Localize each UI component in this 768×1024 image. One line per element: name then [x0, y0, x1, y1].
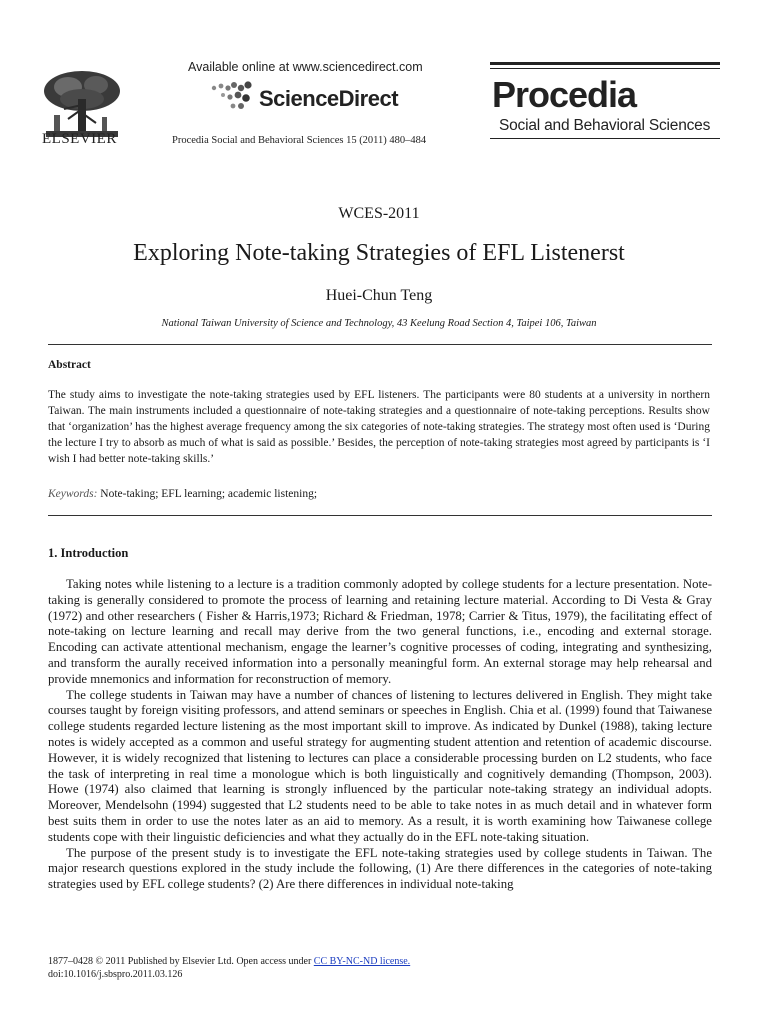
conference-name: WCES-2011 [338, 205, 420, 222]
footer [48, 955, 410, 981]
journal-citation: Procedia Social and Behavioral Sciences 15 (2011) 480–484 [172, 135, 427, 146]
license-link[interactable]: CC BY-NC-ND license. [313, 956, 411, 967]
keywords-values: Note-taking; EFL learning; academic listening; [100, 488, 318, 500]
procedia-rule-bottom [490, 138, 720, 139]
abstract-bottom-rule [48, 515, 712, 516]
paper-title: Exploring Note-taking Strategies of EFL Listenerst [133, 240, 625, 266]
procedia-rule-thin [490, 68, 720, 69]
abstract-heading: Abstract [48, 359, 91, 371]
section-heading: 1. Introduction [48, 546, 129, 560]
keywords-line [48, 488, 317, 500]
author-name: Huei-Chun Teng [325, 287, 433, 304]
abstract-text: The study aims to investigate the note-taking strategies used by EFL listeners. The participants were 80 students at a university in northern Taiwan. The main instruments included a questionnaire of note-taking strategies and a questionnaire of note-taking perceptions. Results show that ‘organization’ has the highest average frequency among the six categories of note-taking strategies. The strategy most often used is ‘During the lecture I try to absorb as much of what is said as possible.’ Besides, the perception of note-taking strategies most agreed by participants is ‘I wish I had better note-taking skills.’ [48, 389, 711, 465]
body-text [48, 577, 712, 893]
author-affiliation: National Taiwan University of Science and Technology, 43 Keelung Road Section 4, Taipei 106, Taiwan [161, 318, 597, 329]
procedia-rule-thick [490, 62, 720, 65]
footer-copyright-line [48, 955, 410, 968]
open-access-text: Open access under [236, 956, 312, 967]
paragraph: The college students in Taiwan may have a number of chances of listening to lectures delivered in English. They might take courses taught by foreign visiting professors, and attend seminars or speeches in English. Chia et al. (1999) found that Taiwanese college students regarded lecture listening as the most important skill to improve. As indicated by Dunkel (1988), taking lecture notes is widely accepted as a common and useful strategy for augmenting student attention and retention of academic discourse. However, it is widely recognized that listening to lectures can place a considerable processing burden on L2 students, who face the task of interpreting in real time a monologue which is both linguistically and cognitively demanding (Thompson, 2003). Howe (1974) also claimed that learning is strongly influenced by the particular note-taking strategy an individual adopts. Moreover, Mendelsohn (1994) suggested that L2 students need to be able to take notes in as much detail and in whatever form best suits them in order to use the notes later as an aid to memory. As a result, it is worth examining how Taiwanese college students cope with their linguistic deficiencies and what they actually do in the EFL note-taking situation. [48, 687, 712, 844]
doi-text: doi:10.1016/j.sbspro.2011.03.126 [48, 969, 183, 980]
procedia-wordmark: Procedia [492, 74, 637, 115]
available-online-text[interactable]: Available online at www.sciencedirect.com [188, 60, 423, 74]
copyright-text: 1877–0428 © 2011 Published by Elsevier Ltd. [48, 956, 234, 967]
paragraph: Taking notes while listening to a lecture is a tradition commonly adopted by college students for a lecture presentation. Note-taking is generally considered to promote the process of learning and retaining lecture material. According to Di Vesta & Gray (1972) and other researchers ( Fisher & Harris,1973; Richard & Friedman, 1978; Carrier & Titus, 1979), the facilitating effect of note-taking on lecture learning and recall may derive from the two general functions, i.e., encoding and external storage. Encoding can activate attentional mechanism, engage the learner’s cognitive processes of coding, integrating and synthesizing, and transform the aurally received information into a personally meaningful form. An external storage may help rehearsal and provide mnemonics and information for reconstruction of memory. [48, 577, 712, 686]
sciencedirect-dots-icon [208, 80, 258, 112]
elsevier-wordmark: ELSEVIER [42, 131, 117, 147]
abstract-top-rule [48, 344, 712, 345]
sciencedirect-wordmark: ScienceDirect [259, 86, 399, 111]
keywords-label: Keywords: [48, 488, 98, 500]
paragraph: The purpose of the present study is to investigate the EFL note-taking strategies used by college students in Taiwan. The major research questions explored in the study include the following, (1) Are there differences in the categories of note-taking strategies used by EFL college students? (2) Are there differences in individual note-taking [48, 845, 712, 892]
procedia-subtitle: Social and Behavioral Sciences [499, 117, 711, 134]
